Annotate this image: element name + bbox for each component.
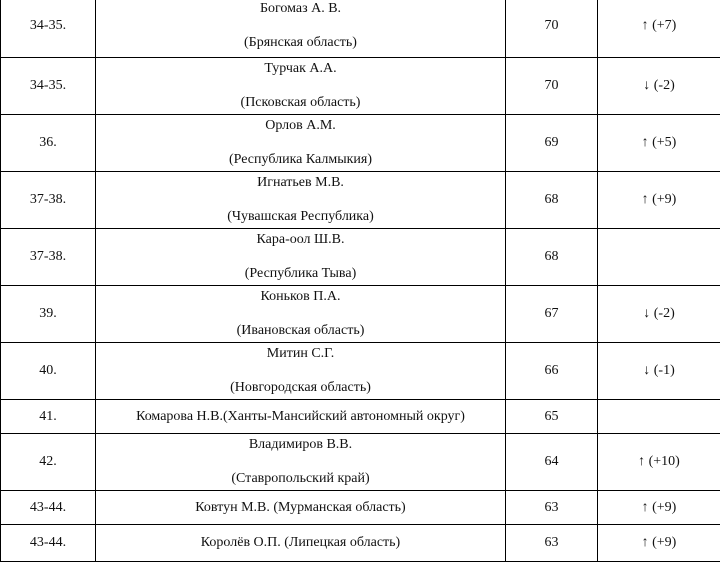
- change-cell: ↑ (+9): [598, 525, 720, 562]
- governor-name: Турчак А.А.: [96, 61, 505, 77]
- governor-cell: [96, 58, 506, 115]
- governor-name: Игнатьев М.В.: [96, 175, 505, 191]
- change-cell: [598, 400, 720, 434]
- change-cell: ↓ (-2): [598, 58, 720, 115]
- score-cell: 69: [506, 115, 598, 172]
- governor-name: Митин С.Г.: [96, 346, 505, 362]
- table-row: [1, 58, 720, 115]
- governor-cell: [96, 286, 506, 343]
- score-cell: 68: [506, 229, 598, 286]
- table-row: [1, 0, 720, 58]
- governor-region: (Чувашская Республика): [96, 209, 505, 225]
- governor-region: (Республика Тыва): [96, 266, 505, 282]
- rank-cell: 36.: [1, 115, 96, 172]
- rank-cell: 34-35.: [1, 58, 96, 115]
- governor-cell: [96, 0, 506, 58]
- table-row: [1, 172, 720, 229]
- governor-name: Коньков П.А.: [96, 289, 505, 305]
- score-cell: 65: [506, 400, 598, 434]
- governor-name: Владимиров В.В.: [96, 437, 505, 453]
- change-cell: ↑ (+9): [598, 172, 720, 229]
- change-cell: ↑ (+7): [598, 0, 720, 58]
- table-row: [1, 525, 720, 562]
- score-cell: 70: [506, 58, 598, 115]
- governor-cell: [96, 434, 506, 491]
- change-cell: [598, 229, 720, 286]
- governor-region: (Ставропольский край): [96, 471, 505, 487]
- governor-region: (Брянская область): [96, 35, 505, 51]
- rank-cell: 34-35.: [1, 0, 96, 58]
- governor-region: (Новгородская область): [96, 380, 505, 396]
- table-row: [1, 400, 720, 434]
- governor-cell: Ковтун М.В. (Мурманская область): [96, 491, 506, 525]
- score-cell: 66: [506, 343, 598, 400]
- rank-cell: 43-44.: [1, 525, 96, 562]
- governor-cell: Комарова Н.В.(Ханты-Мансийский автономный округ): [96, 400, 506, 434]
- change-cell: ↑ (+10): [598, 434, 720, 491]
- table-row: [1, 491, 720, 525]
- table-row: [1, 286, 720, 343]
- change-cell: ↓ (-2): [598, 286, 720, 343]
- score-cell: 67: [506, 286, 598, 343]
- rank-cell: 40.: [1, 343, 96, 400]
- table-row: [1, 434, 720, 491]
- score-cell: 64: [506, 434, 598, 491]
- governor-region: (Республика Калмыкия): [96, 152, 505, 168]
- table-row: [1, 229, 720, 286]
- change-cell: ↑ (+5): [598, 115, 720, 172]
- governor-name: Богомаз А. В.: [96, 1, 505, 17]
- rank-cell: 43-44.: [1, 491, 96, 525]
- governor-name: Орлов А.М.: [96, 118, 505, 134]
- governor-cell: Королёв О.П. (Липецкая область): [96, 525, 506, 562]
- governor-cell: [96, 343, 506, 400]
- governor-cell: [96, 172, 506, 229]
- change-cell: ↑ (+9): [598, 491, 720, 525]
- table-row: [1, 343, 720, 400]
- governor-name: Кара-оол Ш.В.: [96, 232, 505, 248]
- score-cell: 70: [506, 0, 598, 58]
- rank-cell: 39.: [1, 286, 96, 343]
- governor-cell: [96, 115, 506, 172]
- score-cell: 68: [506, 172, 598, 229]
- governor-cell: [96, 229, 506, 286]
- table-row: [1, 115, 720, 172]
- score-cell: 63: [506, 491, 598, 525]
- governor-region: (Ивановская область): [96, 323, 505, 339]
- rank-cell: 37-38.: [1, 229, 96, 286]
- change-cell: ↓ (-1): [598, 343, 720, 400]
- rank-cell: 37-38.: [1, 172, 96, 229]
- governor-region: (Псковская область): [96, 95, 505, 111]
- rank-cell: 42.: [1, 434, 96, 491]
- score-cell: 63: [506, 525, 598, 562]
- rank-cell: 41.: [1, 400, 96, 434]
